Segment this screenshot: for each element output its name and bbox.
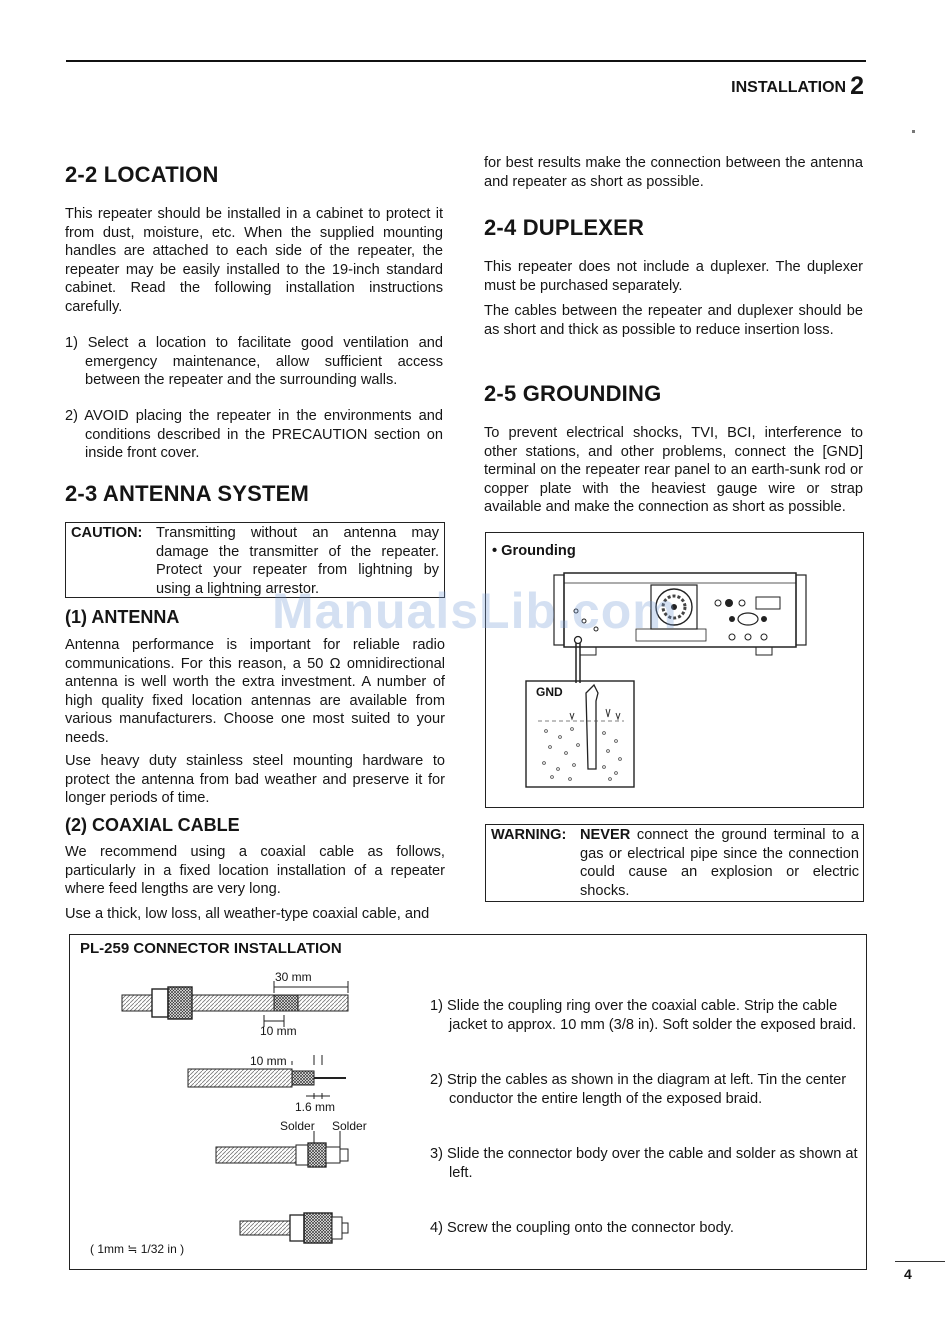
heading-coaxial-cable: (2) COAXIAL CABLE <box>65 815 240 835</box>
duplexer-paragraph-1: This repeater does not include a duplexer. The duplexer must be purchased separately. <box>484 259 863 294</box>
pl259-step-4: 4) Screw the coupling onto the connector body. <box>430 1220 734 1236</box>
heading-antenna-system: 2-3 ANTENNA SYSTEM <box>65 481 309 506</box>
pl259-title: PL-259 CONNECTOR INSTALLATION <box>80 940 342 957</box>
warning-box <box>485 824 864 902</box>
pl259-box <box>69 934 867 1270</box>
page-number: 4 <box>904 1266 912 1282</box>
grounding-paragraph: To prevent electrical shocks, TVI, BCI, interference to other stations, and other problems, connect the [GND] terminal on the repeater rear panel to an earth-sunk rod or copper plate with the heaviest gauge wire or strap available and make the connection as short as possible. <box>484 425 863 516</box>
connector-icon <box>725 599 733 607</box>
pl259-step-3: 3) Slide the connector body over the cable and solder as shown at left. <box>430 1146 858 1181</box>
caution-label: CAUTION: <box>71 525 143 541</box>
connector-step-3 <box>216 1131 348 1167</box>
connector-step-1 <box>122 981 348 1027</box>
location-item-1: 1) Select a location to facilitate good ventilation and emergency maintenance, allow sufficient access between the repeater and the surrounding walls. <box>65 335 443 389</box>
coax-paragraph-1: We recommend using a coaxial cable as follows, particularly in a fixed location installation of a repeater where feed lengths are very long. <box>65 844 445 898</box>
section-label: INSTALLATION <box>731 79 847 96</box>
heading-duplexer: 2-4 DUPLEXER <box>484 215 645 240</box>
duplexer-paragraph-2: The cables between the repeater and duplexer should be as short and thick as possible to reduce insertion loss. <box>484 303 863 338</box>
pl259-step-1: 1) Slide the coupling ring over the coaxial cable. Strip the cable jacket to approx. 10 mm (3/8 in). Soft solder the exposed braid. <box>430 998 857 1033</box>
dim-1-6mm: 1.6 mm <box>295 1100 336 1114</box>
soil-dots <box>543 728 622 781</box>
warning-text <box>580 826 859 900</box>
running-header <box>731 72 864 101</box>
solder-label-2: Solder <box>332 1119 367 1133</box>
foot-left <box>580 647 596 655</box>
gnd-label: GND <box>536 685 563 699</box>
solder-label-1: Solder <box>280 1119 315 1133</box>
location-intro: This repeater should be installed in a cabinet to protect it from dust, moisture, etc. When the supplied mounting handles are attached to each side of the repeater, the repeater may be easily installed to the 19-inch standard cabinet. Read the following installation instructions carefully. <box>65 206 443 315</box>
dim-10mm-b: 10 mm <box>250 1054 287 1068</box>
watermark: ManualsLib.com <box>272 583 678 639</box>
warning-body: connect the ground terminal to a gas or electrical pipe since the connection could cause an explosion or electric shocks. <box>580 827 859 899</box>
coax-paragraph-2: Use a thick, low loss, all weather-type coaxial cable, and <box>65 906 430 922</box>
connector-step-4 <box>240 1213 348 1243</box>
section-number: 2 <box>850 72 864 100</box>
grounding-figure <box>485 532 864 808</box>
caution-text: Transmitting without an antenna may damage the transmitter of the repeater. Protect your repeater from lightning by using a lightning arrestor. <box>156 525 439 597</box>
grounding-figure-title: • Grounding <box>492 543 576 559</box>
label-plate <box>756 597 780 609</box>
warning-label: WARNING: <box>491 827 567 843</box>
pl259-step-2: 2) Strip the cables as shown in the diagram at left. Tin the center conductor the entire length of the exposed braid. <box>430 1072 847 1107</box>
bottom-rule <box>895 1261 945 1262</box>
dim-10mm-a: 10 mm <box>260 1024 297 1038</box>
pl259-diagram <box>70 935 430 1265</box>
coax-continued: for best results make the connection between the antenna and repeater as short as possible. <box>484 155 863 190</box>
margin-mark <box>912 130 915 133</box>
grounding-diagram <box>486 533 863 807</box>
unit-conversion: ( 1mm ≒ 1/32 in ) <box>90 1242 185 1256</box>
heading-location: 2-2 LOCATION <box>65 162 219 187</box>
top-rule <box>66 60 866 62</box>
antenna-paragraph-1: Antenna performance is important for reliable radio communications. For this reason, a 50 Ω omnidirectional antenna is well worth the extra investment. A number of high quality fixed location antennas are available from various manufacturers. Choose one most suited to your needs. <box>65 637 445 746</box>
location-item-2: 2) AVOID placing the repeater in the environments and conditions described in the PRECAUTION section on inside front cover. <box>65 408 443 462</box>
ground-rod-icon <box>586 685 598 769</box>
warning-emphasis: NEVER <box>580 827 631 843</box>
antenna-paragraph-2: Use heavy duty stainless steel mounting hardware to protect the antenna from bad weather and preserve it for longer periods of time. <box>65 753 445 807</box>
foot-right <box>756 647 772 655</box>
heading-antenna: (1) ANTENNA <box>65 607 180 627</box>
heading-grounding: 2-5 GROUNDING <box>484 381 662 406</box>
rack-handle-right <box>796 575 806 645</box>
power-socket-icon <box>738 613 758 625</box>
dim-30mm: 30 mm <box>275 970 312 984</box>
